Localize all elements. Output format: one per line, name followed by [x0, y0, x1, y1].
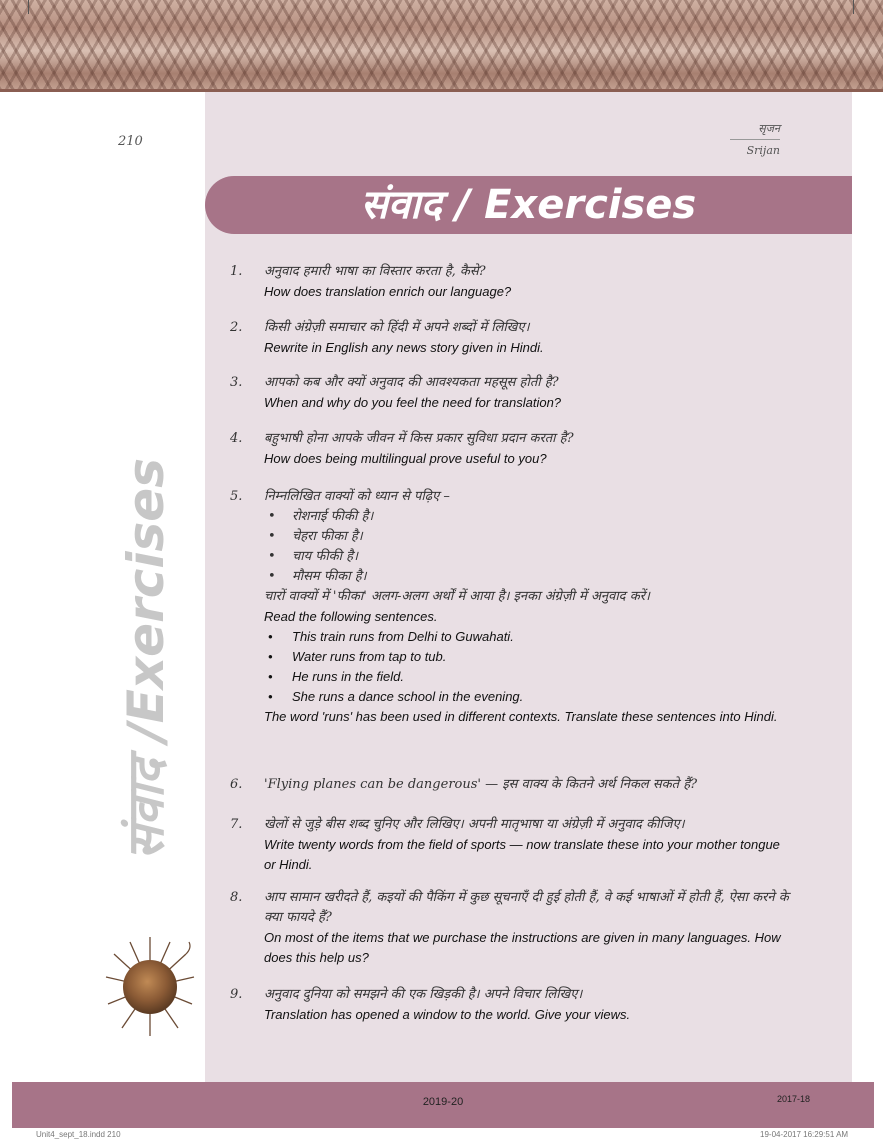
exercise-number: 8.: [230, 890, 243, 905]
exercise-item: [230, 373, 790, 413]
exercise-number: 2.: [230, 320, 243, 335]
list-item-text: Water runs from tap to tub.: [292, 649, 447, 664]
exercise-question-english: How does translation enrich our language?: [264, 284, 512, 299]
exercise-number: 4.: [230, 431, 243, 446]
list-item: • रोशनाई फीकी है।: [268, 509, 374, 524]
list-item: • He runs in the field.: [268, 669, 405, 684]
page-number: 210: [118, 134, 143, 149]
exercise-question-english: Read the following sentences.: [264, 609, 438, 624]
exercise-question-hindi: आप सामान खरीदते हैं, कइयों की पैकिंग में कुछ सूचनाएँ दी हुई होती हैं, वे कई भाषाओं में होती हैं, ऐसा करने के क्या फायदे हैं?: [264, 890, 789, 925]
exercise-number: 3.: [230, 375, 243, 390]
exercise-question-english: When and why do you feel the need for translation?: [264, 395, 562, 410]
list-item-text: मौसम फीका है।: [292, 569, 367, 584]
running-header-hindi: सृजन: [758, 122, 780, 135]
crop-mark: [28, 0, 29, 14]
exercise-number: 1.: [230, 264, 243, 279]
list-item-text: He runs in the field.: [292, 669, 405, 684]
list-item: • मौसम फीका है।: [268, 569, 367, 584]
exercise-question-english: On most of the items that we purchase the instructions are given in many languages. How does this help us?: [264, 930, 781, 965]
sun-ornament-icon: [100, 932, 200, 1042]
footer-bar: [12, 1082, 874, 1128]
exercise-question-english: Write twenty words from the field of sports — now translate these into your mother tongue or Hindi.: [264, 837, 780, 872]
exercise-item: [230, 487, 790, 727]
exercise-question-hindi: किसी अंग्रेज़ी समाचार को हिंदी में अपने शब्दों में लिखिए।: [264, 320, 530, 335]
exercise-question-hindi: आपको कब और क्यों अनुवाद की आवश्यकता महसूस होती है?: [264, 375, 559, 390]
exercise-number: 5.: [230, 489, 243, 504]
exercise-item: [230, 815, 790, 875]
exercise-question-english: How does being multilingual prove useful to you?: [264, 451, 547, 466]
vertical-title: संवाद /Exercises: [117, 458, 175, 860]
list-item-text: She runs a dance school in the evening.: [292, 689, 524, 704]
list-item-text: This train runs from Delhi to Guwahati.: [292, 629, 514, 644]
english-sentence-list: [264, 627, 790, 707]
hindi-sentence-list: [264, 507, 790, 587]
exercise-item: [230, 429, 790, 469]
exercise-number: 9.: [230, 987, 243, 1002]
exercise-question-hindi: बहुभाषी होना आपके जीवन में किस प्रकार सुविधा प्रदान करता है?: [264, 431, 574, 446]
exercise-question-english: Rewrite in English any news story given in Hindi.: [264, 340, 544, 355]
footer-file-label: Unit4_sept_18.indd 210: [36, 1130, 121, 1139]
exercise-question-english: Translation has opened a window to the world. Give your views.: [264, 1007, 631, 1022]
exercise-question-hindi: अनुवाद दुनिया को समझने की एक खिड़की है। अपने विचार लिखिए।: [264, 987, 583, 1002]
running-header-english: Srijan: [746, 144, 780, 157]
list-item: • चाय फीकी है।: [268, 549, 358, 564]
running-header: [730, 120, 780, 160]
exercise-question-hindi: निम्नलिखित वाक्यों को ध्यान से पढ़िए –: [264, 489, 450, 504]
footer-year: 2019-20: [422, 1096, 464, 1108]
list-item: • चेहरा फीका है।: [268, 529, 363, 544]
exercise-item: [230, 985, 790, 1025]
title-banner: [205, 176, 852, 234]
exercise-item: [230, 775, 790, 795]
list-item-text: चेहरा फीका है।: [292, 529, 363, 544]
list-item-text: रोशनाई फीकी है।: [292, 509, 374, 524]
exercise-question-hindi: 'Flying planes can be dangerous' — इस वाक्य के कितने अर्थ निकल सकते हैं?: [264, 777, 698, 792]
exercise-item: [230, 888, 790, 968]
decorative-top-band: [0, 0, 883, 92]
exercise-question-hindi: अनुवाद हमारी भाषा का विस्तार करता है, कैसे?: [264, 264, 486, 279]
page-title: संवाद / Exercises: [360, 182, 697, 228]
exercise-number: 7.: [230, 817, 243, 832]
list-item: • Water runs from tap to tub.: [268, 649, 447, 664]
exercise-instruction-english: The word 'runs' has been used in different contexts. Translate these sentences into Hindi.: [264, 709, 778, 724]
list-item: • She runs a dance school in the evening.: [268, 689, 524, 704]
crop-mark: [853, 0, 854, 14]
footer-timestamp: 19-04-2017 16:29:51 AM: [760, 1130, 849, 1139]
list-item: • This train runs from Delhi to Guwahati.: [268, 629, 514, 644]
exercise-number: 6.: [230, 777, 243, 792]
panel-margin: [852, 92, 883, 1082]
footer-edition: 2017-18: [776, 1094, 810, 1104]
exercise-item: [230, 318, 790, 358]
exercise-question-hindi: खेलों से जुड़े बीस शब्द चुनिए और लिखिए। अपनी मातृभाषा या अंग्रेज़ी में अनुवाद कीजिए।: [264, 817, 685, 832]
list-item-text: चाय फीकी है।: [292, 549, 358, 564]
exercise-item: [230, 262, 790, 302]
exercise-instruction-hindi: चारों वाक्यों में 'फीका' अलग-अलग अर्थों में आया है। इनका अंग्रेज़ी में अनुवाद करें।: [264, 589, 650, 604]
